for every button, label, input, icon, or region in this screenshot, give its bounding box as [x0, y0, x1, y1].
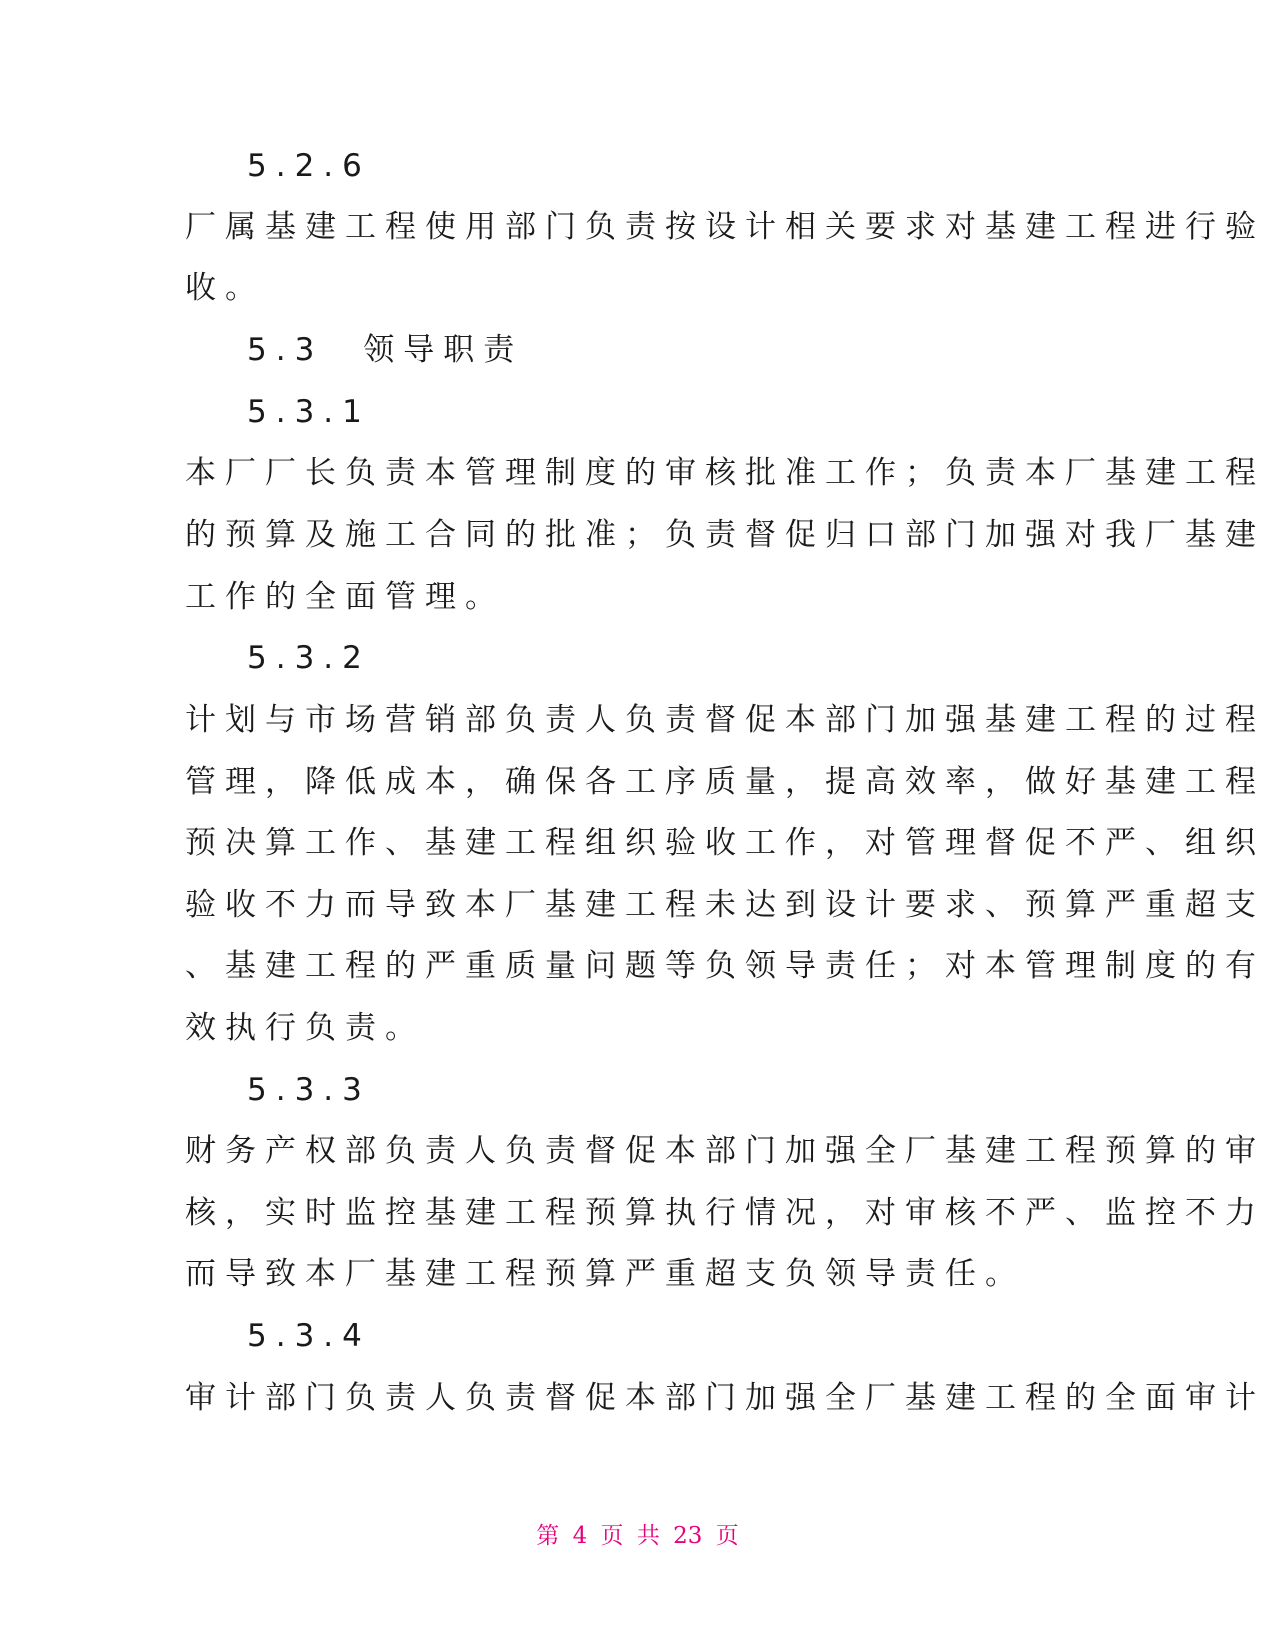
page-number-footer: 第 4 页 共 23 页 — [536, 1523, 739, 1549]
section-heading: 5.2.6 — [247, 148, 371, 184]
paragraph-line: 管理，降低成本，确保各工序质量，提高效率，做好基建工程 — [185, 764, 1265, 800]
paragraph-line: 预决算工作、基建工程组织验收工作，对管理督促不严、组织 — [185, 825, 1265, 861]
paragraph-line: 收。 — [185, 270, 265, 306]
paragraph-line: 效执行负责。 — [185, 1010, 425, 1046]
paragraph-line: 财务产权部负责人负责督促本部门加强全厂基建工程预算的审 — [185, 1133, 1265, 1169]
paragraph-line: 的预算及施工合同的批准；负责督促归口部门加强对我厂基建 — [185, 517, 1265, 553]
section-heading: 5.3.3 — [247, 1072, 371, 1108]
paragraph-line: 核，实时监控基建工程预算执行情况，对审核不严、监控不力 — [185, 1195, 1265, 1231]
section-heading: 5.3 领导职责 — [247, 332, 524, 368]
section-heading: 5.3.2 — [247, 640, 371, 676]
paragraph-line: 审计部门负责人负责督促本部门加强全厂基建工程的全面审计 — [185, 1380, 1265, 1416]
section-heading: 5.3.4 — [247, 1318, 371, 1354]
paragraph-line: 、基建工程的严重质量问题等负领导责任；对本管理制度的有 — [185, 948, 1265, 984]
paragraph-line: 计划与市场营销部负责人负责督促本部门加强基建工程的过程 — [185, 702, 1265, 738]
paragraph-line: 本厂厂长负责本管理制度的审核批准工作；负责本厂基建工程 — [185, 455, 1265, 491]
paragraph-line: 而导致本厂基建工程预算严重超支负领导责任。 — [185, 1256, 1025, 1292]
paragraph-line: 工作的全面管理。 — [185, 579, 505, 615]
paragraph-line: 验收不力而导致本厂基建工程未达到设计要求、预算严重超支 — [185, 887, 1265, 923]
paragraph-line: 厂属基建工程使用部门负责按设计相关要求对基建工程进行验 — [185, 209, 1265, 245]
section-heading: 5.3.1 — [247, 394, 371, 430]
